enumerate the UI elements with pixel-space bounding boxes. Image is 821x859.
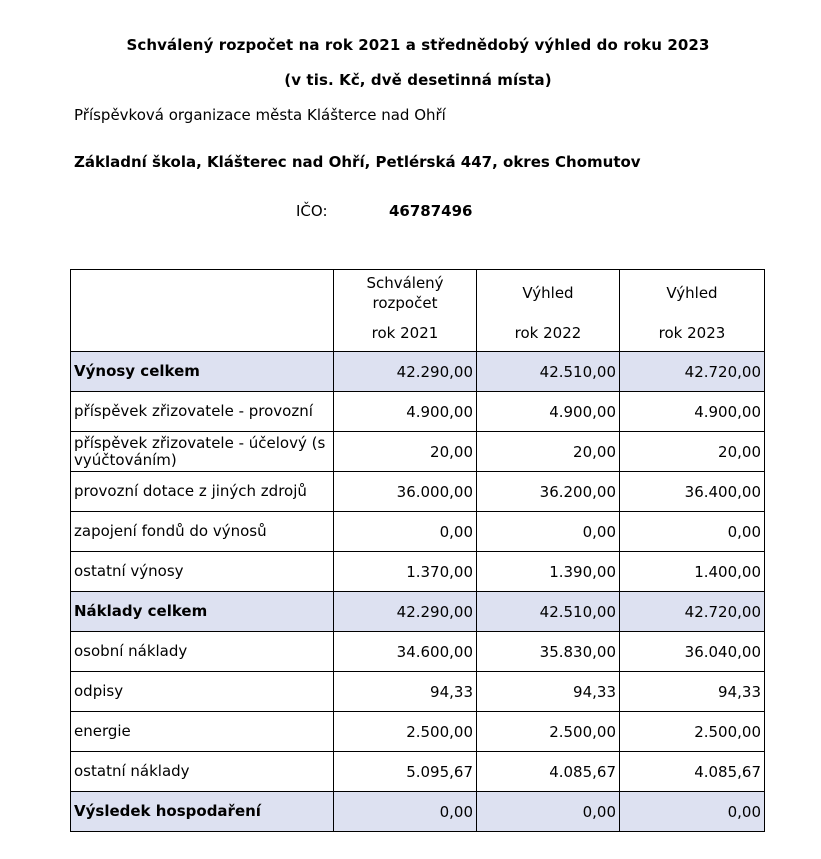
row-label: odpisy xyxy=(71,672,334,712)
table-row xyxy=(71,752,765,792)
budget-table xyxy=(70,269,765,832)
value-cell-2021: 20,00 xyxy=(334,432,477,472)
value-cell-2023: 4.085,67 xyxy=(620,752,765,792)
table-row xyxy=(71,512,765,552)
value-cell-2023: 4.900,00 xyxy=(620,392,765,432)
header-spacer xyxy=(623,303,761,323)
table-total-row xyxy=(71,592,765,632)
value-cell-2021: 36.000,00 xyxy=(334,472,477,512)
value-cell-2023: 1.400,00 xyxy=(620,552,765,592)
value-cell-2022: 4.900,00 xyxy=(477,392,620,432)
value-cell-2022: 1.390,00 xyxy=(477,552,620,592)
value-cell-2022: 4.085,67 xyxy=(477,752,620,792)
ico-label: IČO: xyxy=(296,202,328,220)
row-label: provozní dotace z jiných zdrojů xyxy=(71,472,334,512)
row-label: Náklady celkem xyxy=(71,592,334,632)
value-cell-2021: 0,00 xyxy=(334,792,477,832)
table-row xyxy=(71,552,765,592)
value-cell-2021: 34.600,00 xyxy=(334,632,477,672)
header-cell-2021 xyxy=(334,270,477,352)
table-row xyxy=(71,392,765,432)
value-cell-2021: 5.095,67 xyxy=(334,752,477,792)
row-label: příspěvek zřizovatele - účelový (s vyúčtováním) xyxy=(71,432,334,472)
value-cell-2023: 42.720,00 xyxy=(620,352,765,392)
row-label: osobní náklady xyxy=(71,632,334,672)
header-top-line: Výhled xyxy=(522,284,574,302)
value-cell-2021: 4.900,00 xyxy=(334,392,477,432)
header-top-line: Výhled xyxy=(666,284,718,302)
value-cell-2023: 36.040,00 xyxy=(620,632,765,672)
row-label: Výsledek hospodaření xyxy=(71,792,334,832)
header-year: rok 2022 xyxy=(514,324,582,342)
table-row xyxy=(71,472,765,512)
row-label: zapojení fondů do výnosů xyxy=(71,512,334,552)
table-row xyxy=(71,632,765,672)
value-cell-2023: 42.720,00 xyxy=(620,592,765,632)
value-cell-2022: 2.500,00 xyxy=(477,712,620,752)
value-cell-2021: 1.370,00 xyxy=(334,552,477,592)
row-label: příspěvek zřizovatele - provozní xyxy=(71,392,334,432)
value-cell-2023: 2.500,00 xyxy=(620,712,765,752)
value-cell-2022: 0,00 xyxy=(477,792,620,832)
header-empty-cell xyxy=(71,270,334,352)
table-header-row xyxy=(71,270,765,352)
table-total-row xyxy=(71,792,765,832)
organization-type: Příspěvková organizace města Klášterce nad Ohří xyxy=(74,106,446,124)
value-cell-2023: 0,00 xyxy=(620,512,765,552)
table-row xyxy=(71,432,765,472)
value-cell-2021: 42.290,00 xyxy=(334,592,477,632)
document-title: Schválený rozpočet na rok 2021 a střednědobý výhled do roku 2023 xyxy=(126,36,710,54)
row-label: ostatní výnosy xyxy=(71,552,334,592)
value-cell-2021: 0,00 xyxy=(334,512,477,552)
value-cell-2022: 94,33 xyxy=(477,672,620,712)
header-spacer xyxy=(480,303,616,323)
value-cell-2021: 2.500,00 xyxy=(334,712,477,752)
header-year: rok 2023 xyxy=(658,324,726,342)
row-label: Výnosy celkem xyxy=(71,352,334,392)
value-cell-2023: 94,33 xyxy=(620,672,765,712)
organization-name: Základní škola, Klášterec nad Ohří, Petlérská 447, okres Chomutov xyxy=(74,153,641,171)
value-cell-2022: 35.830,00 xyxy=(477,632,620,672)
header-cell-2022 xyxy=(477,270,620,352)
header-cell-2023 xyxy=(620,270,765,352)
ico-value: 46787496 xyxy=(389,202,473,220)
header-second-line: rozpočet xyxy=(372,294,438,312)
value-cell-2023: 36.400,00 xyxy=(620,472,765,512)
table-row xyxy=(71,672,765,712)
row-label: ostatní náklady xyxy=(71,752,334,792)
value-cell-2022: 42.510,00 xyxy=(477,352,620,392)
value-cell-2023: 0,00 xyxy=(620,792,765,832)
value-cell-2022: 36.200,00 xyxy=(477,472,620,512)
value-cell-2023: 20,00 xyxy=(620,432,765,472)
header-year: rok 2021 xyxy=(371,324,439,342)
value-cell-2021: 42.290,00 xyxy=(334,352,477,392)
row-label: energie xyxy=(71,712,334,752)
value-cell-2022: 42.510,00 xyxy=(477,592,620,632)
header-top-line: Schválený xyxy=(366,274,444,292)
value-cell-2022: 0,00 xyxy=(477,512,620,552)
table-row xyxy=(71,712,765,752)
value-cell-2021: 94,33 xyxy=(334,672,477,712)
value-cell-2022: 20,00 xyxy=(477,432,620,472)
table-total-row xyxy=(71,352,765,392)
document-subtitle: (v tis. Kč, dvě desetinná místa) xyxy=(284,71,552,89)
